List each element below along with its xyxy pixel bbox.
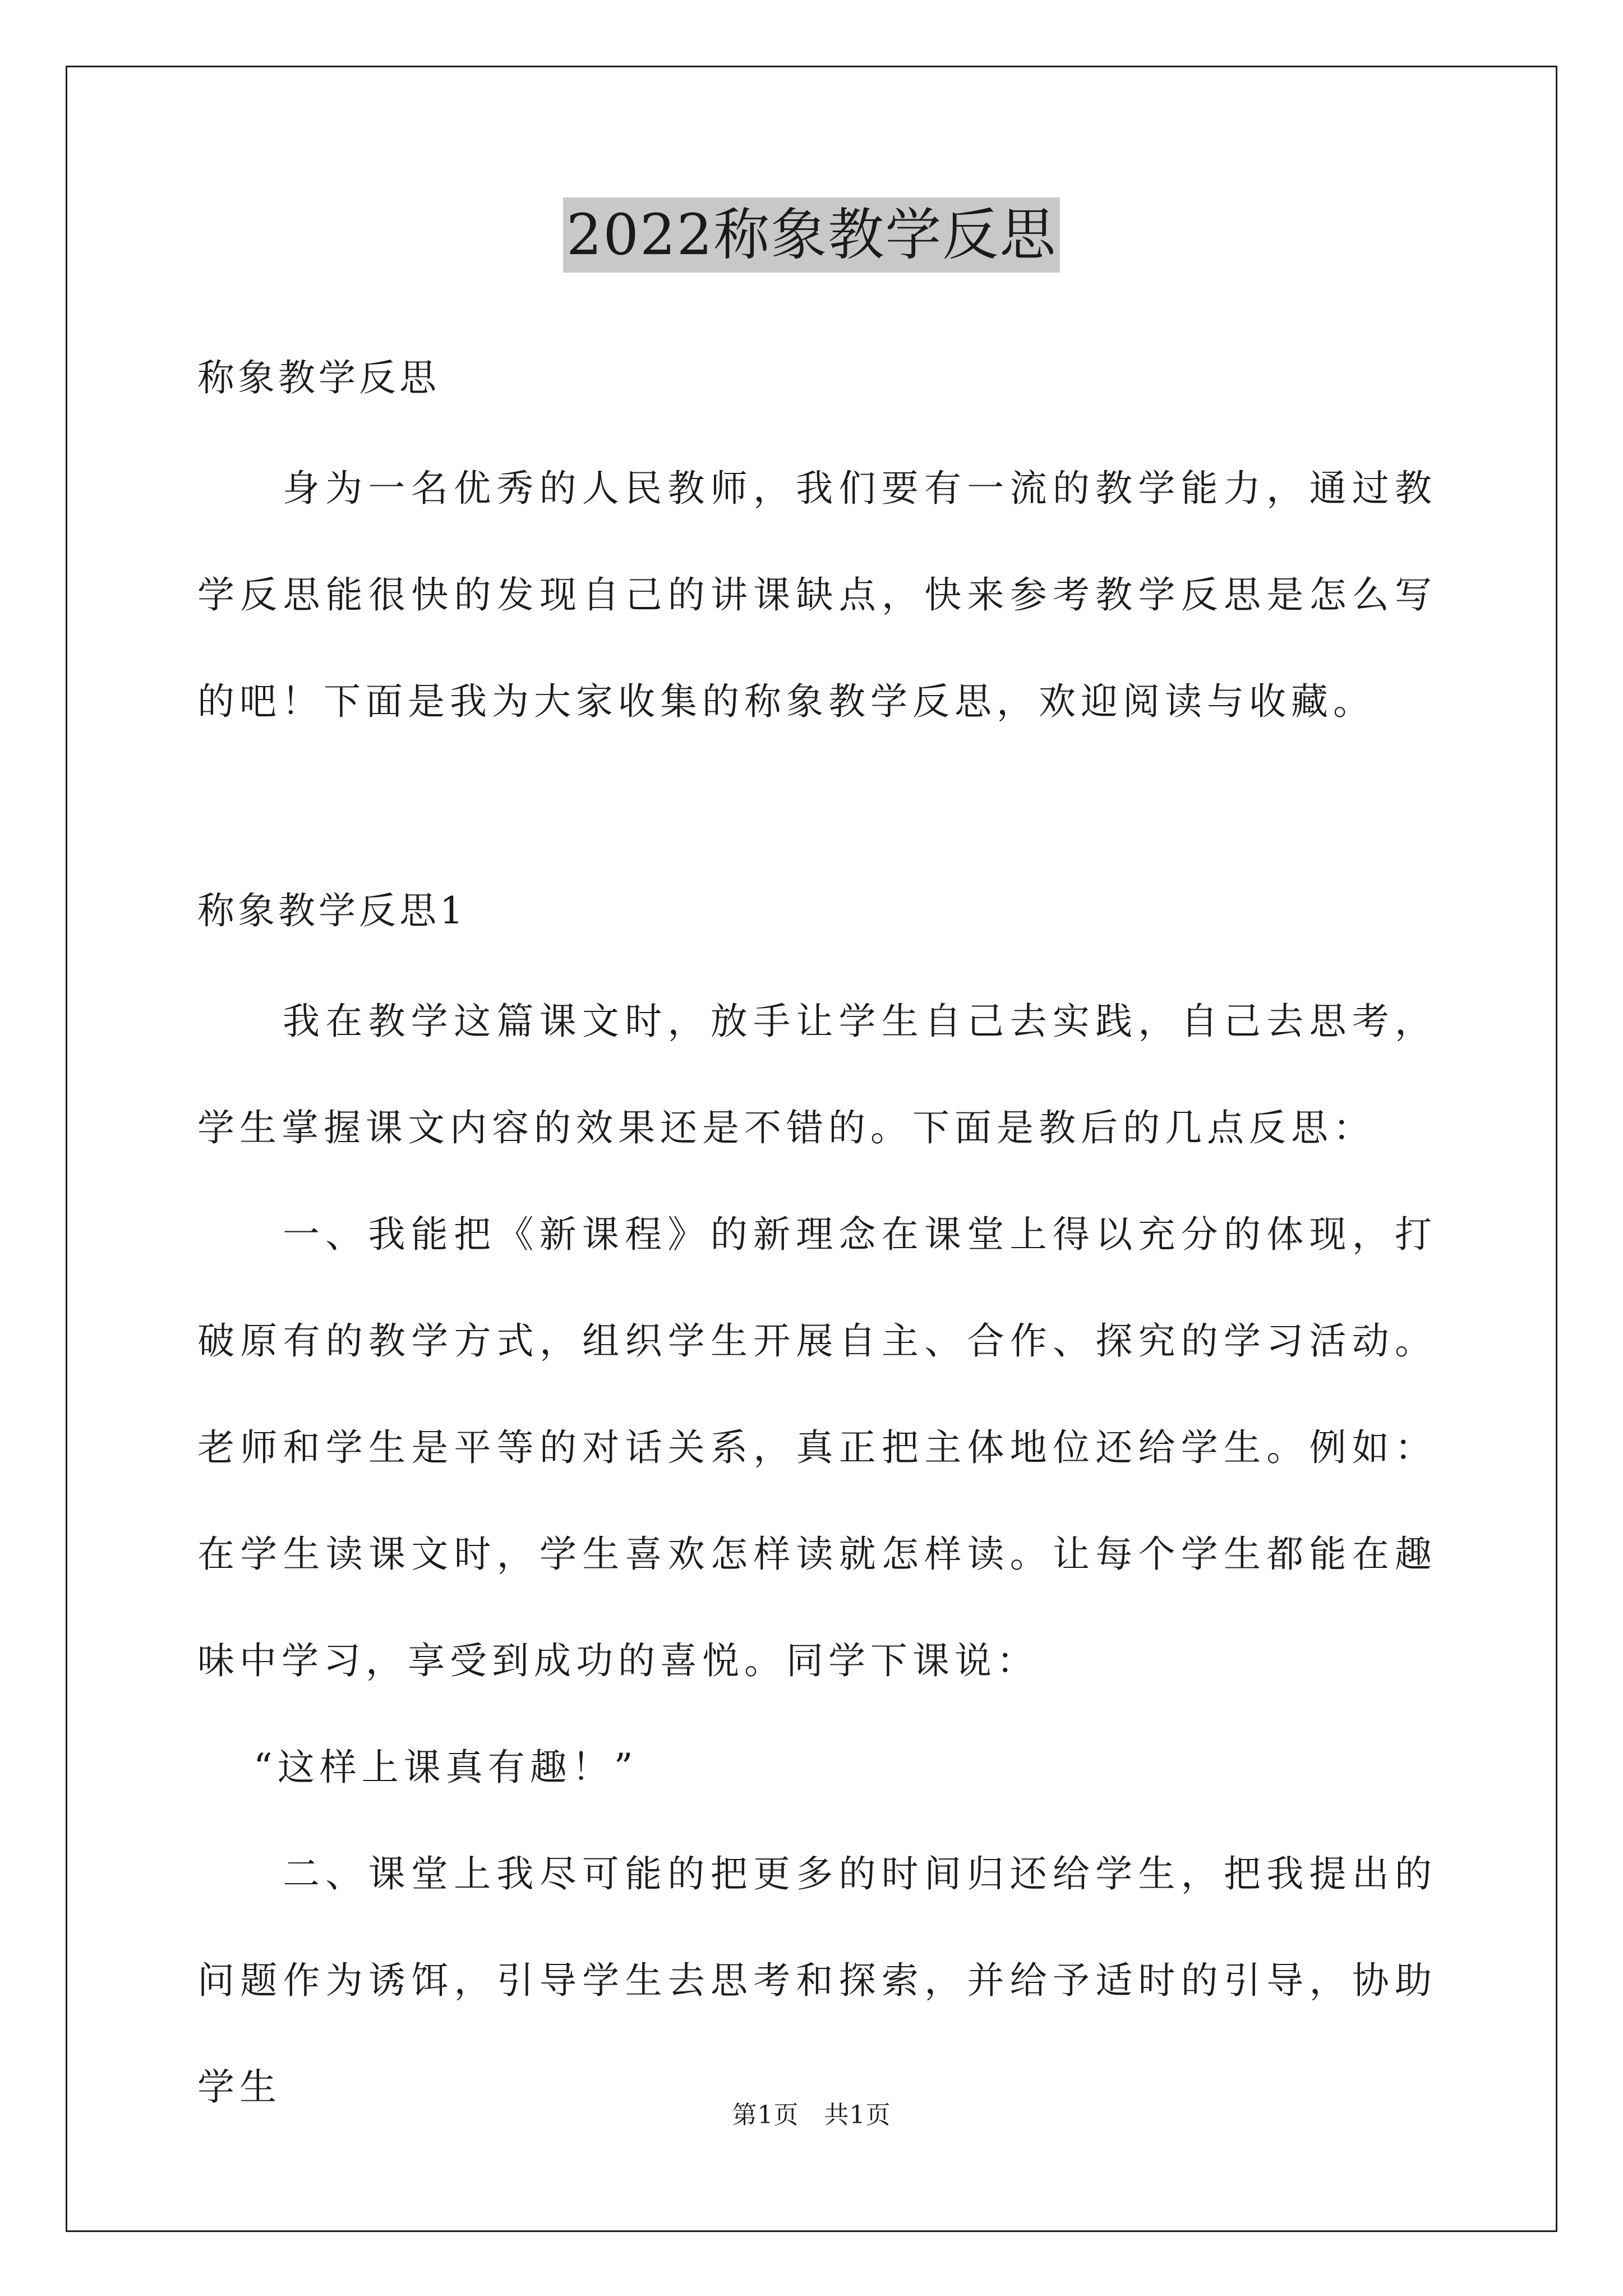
intro-heading: 称象教学反思 — [197, 356, 440, 399]
paragraph-2: 一、我能把《新课程》的新理念在课堂上得以充分的体现，打破原有的教学方式，组织学生开展自主、合作、探究的学习活动。老师和学生是平等的对话关系，真正把主体地位还给学生。例如：在学生读课文时，学生喜欢怎样读就怎样读。让每个学生都能在趣味中学习，享受到成功的喜悦。同学下课说： — [197, 1213, 1437, 1682]
quote-paragraph: “这样上课真有趣！” — [253, 1746, 638, 1789]
section-heading: 称象教学反思1 — [197, 889, 467, 932]
page-footer: 第1页 共1页 — [732, 2101, 891, 2129]
title-container — [0, 197, 1623, 273]
paragraph-3: 二、课堂上我尽可能的把更多的时间归还给学生，把我提出的问题作为诱饵，引导学生去思考和探索，并给予适时的引导，协助学生 — [197, 1852, 1437, 2109]
document-title: 2022称象教学反思 — [563, 197, 1061, 273]
paragraph-1: 我在教学这篇课文时，放手让学生自己去实践，自己去思考，学生掌握课文内容的效果还是不错的。下面是教后的几点反思： — [197, 1000, 1437, 1149]
intro-paragraph: 身为一名优秀的人民教师，我们要有一流的教学能力，通过教学反思能很快的发现自己的讲课缺点，快来参考教学反思是怎么写的吧！下面是我为大家收集的称象教学反思，欢迎阅读与收藏。 — [197, 467, 1437, 723]
